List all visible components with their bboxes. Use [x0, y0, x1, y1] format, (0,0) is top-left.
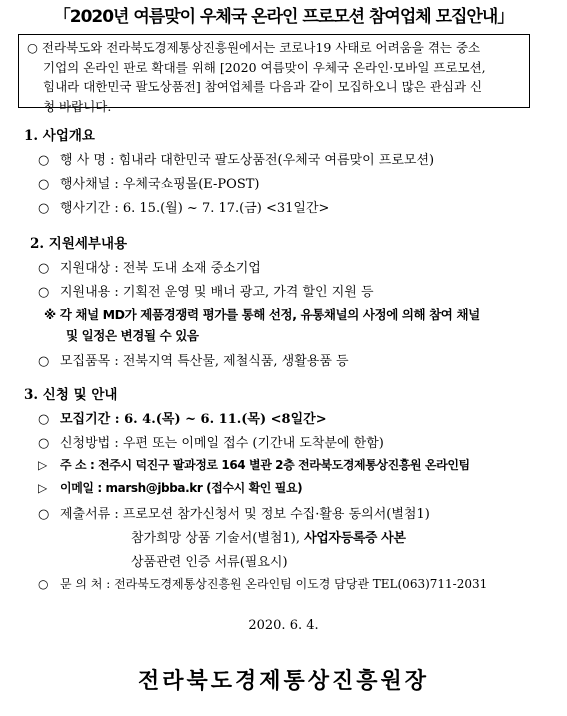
circle-bullet-icon: ○: [38, 507, 50, 522]
item-text: 행사채널 : 우체국쇼핑몰(E-POST): [60, 177, 260, 192]
item-text: 모집기간 : 6. 4.(목) ~ 6. 11.(목) <8일간>: [60, 412, 327, 427]
intro-box: [18, 34, 530, 114]
item-text: 신청방법 : 우편 또는 이메일 접수 (기간내 도착분에 한함): [60, 436, 384, 451]
intro-line: 기업의 온라인 판로 확대를 위해 [2020 여름맞이 우체국 온라인·모바일 프로모션,: [43, 59, 486, 75]
circle-bullet-icon: ○: [38, 261, 50, 276]
intro-line: 힘내라 대한민국 팔도상품전] 참여업체를 다음과 같이 모집하오니 많은 관심과 신: [43, 79, 483, 94]
list-item: [38, 173, 259, 192]
item-text: 행 사 명 : 힘내라 대한민국 팔도상품전(우체국 여름맞이 프로모션): [60, 153, 435, 168]
list-item: [38, 257, 261, 276]
circle-bullet-icon: ○: [38, 354, 50, 369]
circle-bullet-icon: ○: [38, 201, 50, 216]
item-text: 주 소 : 전주시 덕진구 팔과정로 164 별관 2층 전라북도경제통상진흥원 온라인팀: [60, 458, 470, 472]
list-item: [38, 197, 329, 216]
intro-line: 청 바랍니다.: [43, 98, 112, 114]
item-text: 지원대상 : 전북 도내 소재 중소기업: [60, 261, 261, 276]
list-item: [38, 503, 430, 522]
issuer-signature: 전라북도경제통상진흥원장: [137, 668, 430, 694]
item-text: 이메일 : marsh@jbba.kr (접수시 확인 필요): [60, 481, 303, 495]
section-heading: 3. 신청 및 안내: [24, 387, 118, 403]
list-item: [38, 575, 487, 592]
item-text: 제출서류 : 프로모션 참가신청서 및 정보 수집·활용 동의서(별첨1): [60, 507, 430, 522]
item-text: 문 의 처 : 전라북도경제통상진흥원 온라인팀 이도경 담당관 TEL(063)711-2031: [60, 577, 488, 591]
triangle-bullet-icon: ▷: [38, 458, 48, 472]
list-item: [38, 281, 374, 300]
item-text: 지원내용 : 기획전 운영 및 배너 광고, 가격 할인 지원 등: [60, 285, 374, 300]
section-heading: 1. 사업개요: [24, 128, 95, 144]
list-item: [38, 408, 327, 427]
list-item-continued: 상품관련 인증 서류(필요시): [131, 555, 288, 570]
circle-bullet-icon: ○: [38, 436, 50, 451]
triangle-bullet-icon: ▷: [38, 481, 48, 495]
circle-bullet-icon: ○: [38, 153, 50, 168]
notice-title: 「2020년 여름맞이 우체국 온라인 프로모션 참여업체 모집안내」: [53, 7, 514, 27]
item-text: 참가희망 상품 기술서(별첨1),: [131, 531, 305, 546]
circle-bullet-icon: ○: [38, 412, 50, 427]
intro-line: ○ 전라북도와 전라북도경제통상진흥원에서는 코로나19 사태로 어려움을 겪는 중소: [27, 40, 481, 55]
list-item: [38, 149, 434, 168]
list-item: [38, 456, 470, 473]
section-heading: 2. 지원세부내용: [30, 236, 128, 252]
note-line: 및 일정은 변경될 수 있음: [66, 328, 199, 343]
item-text: 모집품목 : 전북지역 특산물, 제철식품, 생활용품 등: [60, 354, 349, 369]
note-line: ※ 각 채널 MD가 제품경쟁력 평가를 통해 선정, 유통채널의 사정에 의해 참여 채널: [44, 307, 480, 322]
list-item: [38, 432, 384, 451]
circle-bullet-icon: ○: [38, 577, 49, 591]
list-item: [38, 350, 349, 369]
list-item-continued: [131, 527, 405, 546]
circle-bullet-icon: ○: [38, 285, 50, 300]
item-text: 행사기간 : 6. 15.(월) ~ 7. 17.(금) <31일간>: [60, 201, 330, 216]
list-item: [38, 479, 302, 496]
item-text: 사업자등록증 사본: [304, 531, 406, 546]
notice-date: 2020. 6. 4.: [248, 618, 319, 633]
circle-bullet-icon: ○: [38, 177, 50, 192]
